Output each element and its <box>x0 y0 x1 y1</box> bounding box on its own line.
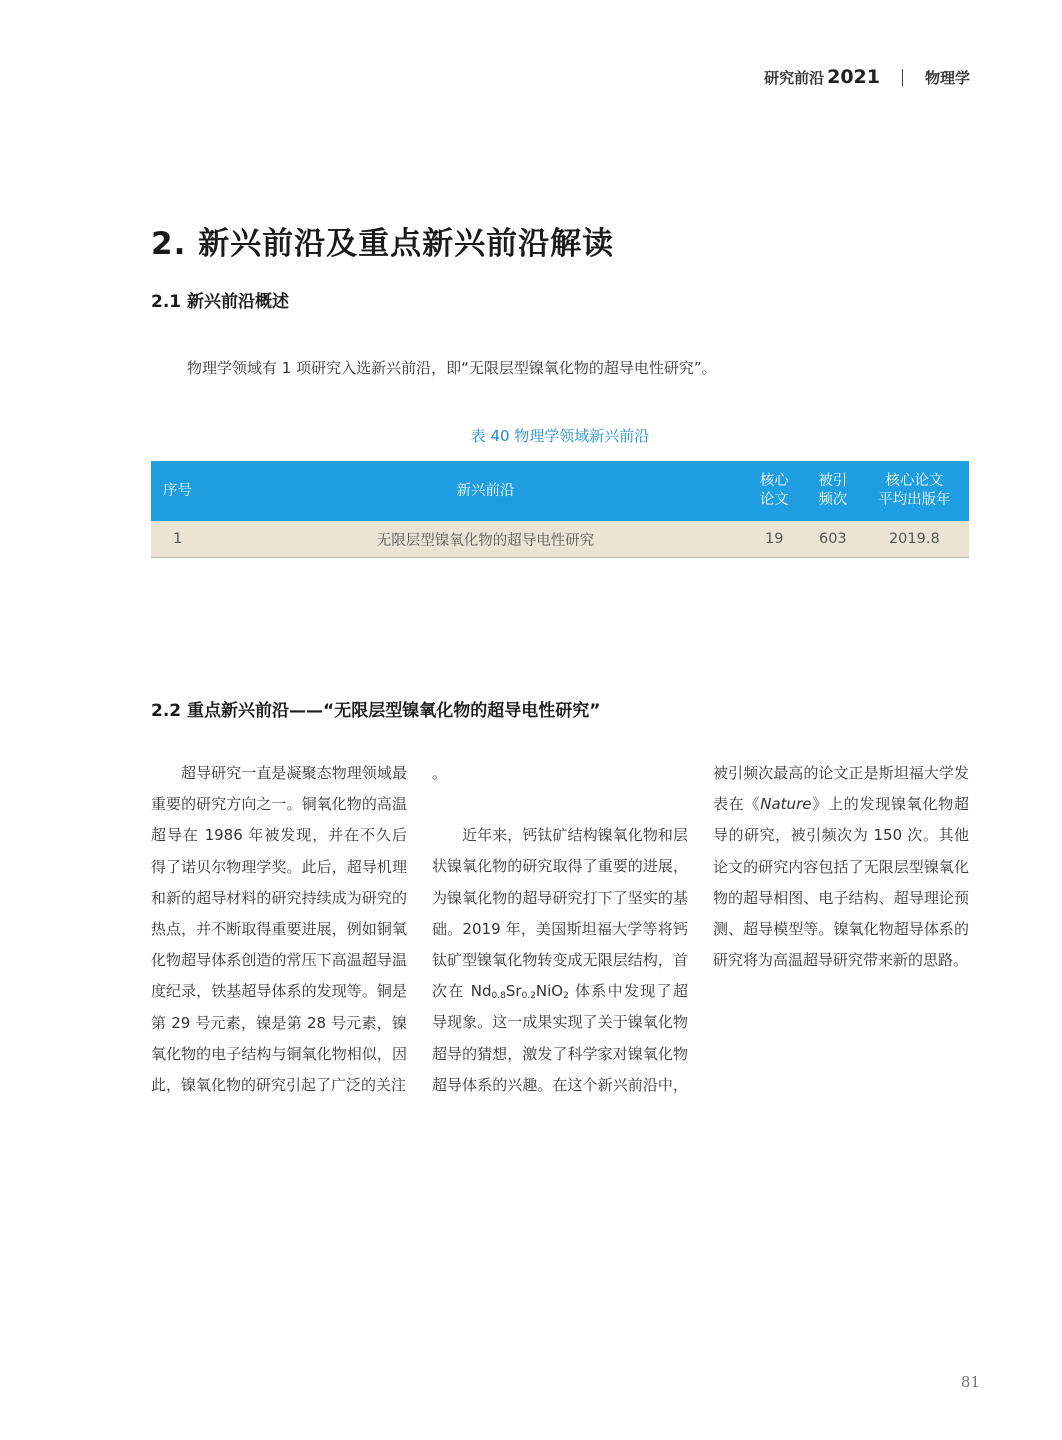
header-citations <box>806 461 860 521</box>
header-mean-year <box>860 461 969 521</box>
body-paragraph-2 <box>432 820 688 1101</box>
formula-sr-sub: 0.2 <box>521 991 536 1002</box>
header-divider <box>902 69 903 86</box>
formula-nd-sub: 0.8 <box>491 991 506 1002</box>
header-subject: 物理学 <box>924 68 970 87</box>
cell-citations: 603 <box>806 521 860 558</box>
running-header <box>764 64 970 90</box>
header-year: 2021 <box>827 66 880 88</box>
table-caption: 表 40 物理学领域新兴前沿 <box>470 427 650 445</box>
header-core-papers <box>743 461 806 521</box>
body-paragraph-1: 超导研究一直是凝聚态物理领域最重要的研究方向之一。铜氧化物的高温超导在 1986 年被发现，并在不久后得了诺贝尔物理学奖。此后，超导机理和新的超导材料的研究持续成为研究的热点，并不断取得重要进展，例如铜氧化物超导体系创造的常压下高温超导温度纪录，铁基超导体系的发现等。铜是第 29 号元素，镍是第 28 号元素，镍氧化物的电子结构与铜氧化物相似，因此，镍氧化物的研究引起了广泛的关注 <box>151 764 407 1095</box>
paragraph-2-part-c: 》上的发现镍氧化物超导的研究，被引频次为 150 次。其他论文的研究内容包括了无限层型镍氧化物的超导相图、电子结构、超导理论预测、超导模型等。镍氧化物超导体系的研究将为高温超导研究带来新的思路。 <box>713 795 969 970</box>
body-column-2 <box>432 758 688 789</box>
header-core-line1: 核心 <box>759 473 789 489</box>
cell-core-papers: 19 <box>743 521 806 558</box>
formula <box>471 982 569 1000</box>
cell-mean-year: 2019.8 <box>860 521 969 558</box>
column-3-inner <box>713 758 969 976</box>
journal-name: Nature <box>760 795 812 814</box>
cell-index: 1 <box>151 521 228 558</box>
cell-front: 无限层型镍氧化物的超导电性研究 <box>228 521 742 558</box>
body-paragraph-2-block <box>432 820 688 1101</box>
subsection-title-highlight: 2.2 重点新兴前沿——“无限层型镍氧化物的超导电性研究” <box>151 701 601 721</box>
formula-nio: NiO <box>535 982 564 1001</box>
header-front: 新兴前沿 <box>228 461 742 521</box>
formula-nio-sub: 2 <box>563 991 569 1002</box>
body-paragraph-1-continued: 。 <box>432 764 448 782</box>
paragraph-2-part-a: 近年来，钙钛矿结构镍氧化物和层状镍氧化物的研究取得了重要的进展，为镍氧化物的超导研究打下了坚实的基础。2019 年，美国斯坦福大学等将钙钛矿型镍氧化物转变成无限层结构，首次在 <box>432 826 688 1001</box>
header-brand: 研究前沿 <box>764 68 825 87</box>
header-year-line2: 平均出版年 <box>878 492 951 508</box>
paragraph-2-part-b: 被引频次最高的论文正是斯坦福大学发表在《 <box>713 764 969 814</box>
formula-sr: Sr <box>505 982 522 1001</box>
table-header-row <box>151 461 969 521</box>
paragraph-2-part-b: 体系中发现了超导现象。这一成果实现了关于镍氧化物超导的猜想，激发了科学家对镍氧化物超导体系的兴趣。在这个新兴前沿中， <box>432 982 688 1094</box>
table-row <box>151 521 969 558</box>
header-year-line1: 核心论文 <box>885 473 944 489</box>
header-core-line2: 论文 <box>759 492 789 508</box>
column-3-viewport <box>713 758 969 1101</box>
header-cite-line2: 频次 <box>818 492 848 508</box>
header-cite-line1: 被引 <box>818 473 848 489</box>
section-title: 2. 新兴前沿及重点新兴前沿解读 <box>151 226 615 262</box>
intro-paragraph: 物理学领域有 1 项研究入选新兴前沿，即“无限层型镍氧化物的超导电性研究”。 <box>187 359 717 377</box>
emerging-fronts-table <box>151 461 969 558</box>
header-index: 序号 <box>151 461 228 521</box>
body-column-1 <box>151 758 407 1101</box>
body-paragraph-2-continued <box>713 758 969 976</box>
subsection-title-overview: 2.1 新兴前沿概述 <box>151 292 290 312</box>
page-number: 81 <box>960 1373 980 1391</box>
body-column-3 <box>713 758 969 1101</box>
formula-nd: Nd <box>470 982 492 1001</box>
